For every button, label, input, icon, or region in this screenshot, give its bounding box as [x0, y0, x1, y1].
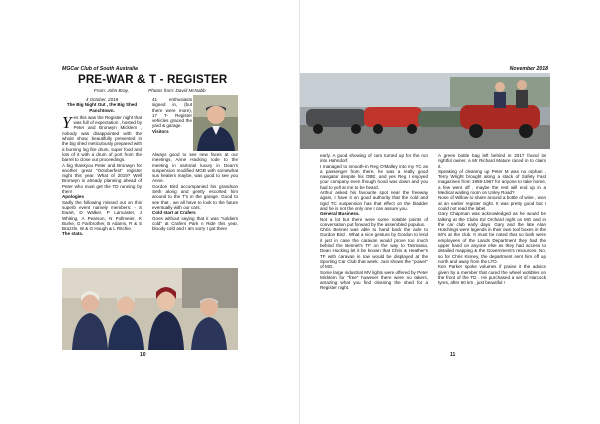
subtitle-1: The Big Night Out , the Big Shed [66, 102, 138, 108]
cold-start-paragraph: Goes without saying that it was "soldiers cold" at Crafers Park n Ride this year, bloody cold and I am sorry I got there [152, 215, 238, 232]
stats-heading: The stats. [62, 231, 84, 237]
p11-col2-paragraph-1: A green bottle bag left behind in 2017 found its rightful owner, a Mr Richard Mature raced in to claim it. [438, 153, 546, 169]
visitors-heading: Visitors [152, 128, 169, 134]
p11-col2-paragraph-5: Ken Parker spoke volumes if praise it the advice given by a member that cured the wheel wobbles on the front of the TD . He purchased a set of Harcock tyres, after 60 km , just beautiful ! [438, 264, 546, 286]
byline-author: From: John Bray, [94, 88, 129, 93]
subtitle-2: Panchtown. [89, 107, 115, 113]
group-photo [62, 268, 238, 350]
club-header: MGCar Club of South Australia [62, 66, 138, 72]
p11-col2-paragraph-3: Nose of Willow to share around a bottle of wine , won at an earlier register night. It was pretty good but I could not read the label. [438, 195, 546, 211]
date-line: 4 October, 2018 [85, 97, 119, 102]
issue-date: November 2018 [509, 66, 548, 72]
paragraph-2: A big thankyou Peter and Bronwyn for another great "Octoberfest" register night this year. What of 2019? Well Bronwyn is already planning ahead of Peter who must get the TD running by then! [62, 162, 142, 195]
apologies-heading: Apologies [62, 194, 84, 200]
page-number-right: 11 [450, 352, 456, 358]
portrait-photo [193, 95, 238, 151]
byline-photos: Photos from: David McNabb [148, 88, 206, 93]
visitors-paragraph: Always good to see new faces at our meetings, Anne Hacking rode to the meeting in sartorial luxury in Dean's suspension modified MGB with somewhat sus heaters maybe, was good to see you Anne. [152, 152, 238, 184]
intro-paragraph: Yes this was the Register night that was full of expectation , hosted by Peter and Bronwyn Micklem , nobody was disappointed with the whole show, beautifully presented in the big shed meticulously prepared with a burning log fire drum, super food and lots of it with a drum of port from the barrel to close out proceedings. [62, 112, 142, 163]
p11-col2-paragraph-4: Gary Chapman was acknowledged as he would be talking at the Clubs Ed Orchard night on MG and in the car club early days. Gary and the late Alan Hutchings were legends in their own tool boxes in the 60's at the club. It must be noted that so both were employees of the Lands Department they had the upper hand on anyone else as they had access to detailed mapping & the Government's resources. No. so for Chris Kinney, the department sent him off up north and away from the LTO. [438, 211, 546, 264]
byline [94, 88, 284, 93]
text-column-1 [62, 97, 142, 237]
page-11 [300, 0, 600, 424]
p11-paragraph-5: Some large industrial MV lights were offered by Peter Micklem for "free" however there were no takers, amazing what you find cleaning the shed for a Register night. [320, 269, 428, 291]
p11-paragraph-1: early. A good showing of cars turned up for the run into Hahndorf. [320, 153, 428, 164]
gordon-paragraph: Gordon Bird accompanied his grandson Seth along and gently escorted him around to the T's in the garage. Good to see that , we all have to look to the future eventually with our cars. [152, 183, 238, 210]
apologies-paragraph: Sadly the following missed out on this superb event namely members: - S Ewart, D Walker, P Lancaster, J Whiting, A Pearson, N Pollmeier, K Burke, G Fairbrother, B Adams, R & S Brazzle, W & G Hough & L Ritchie. [62, 199, 142, 232]
stats-paragraph: 41 enthusiasts signed in, (but there were more), 17 T- Register vehicles graced the yard & garage. [152, 97, 192, 129]
text-column-4 [438, 153, 546, 285]
general-business-paragraph: Not a lot but there were some notable points of conversation put forward by the assembled populus. [320, 216, 428, 227]
page-number-left: 10 [140, 352, 146, 358]
text-column-2b [152, 152, 238, 231]
p11-paragraph-3: Arthur asked his favourite spot near the freeway again, I have it on good authority that the cold and rigid TC suspension has that effect on the bladder and he is not the only one I can assure you. [320, 190, 428, 211]
general-business-heading: General Business. [320, 211, 360, 217]
cold-start-heading: Cold start at Crafers [152, 210, 196, 216]
cars-photo [300, 73, 550, 149]
drop-cap: Y [62, 112, 72, 132]
p11-paragraph-4: Chris Bennet was able to hand back the axle to Gordon Bird . What a nice gesture by Gordon to lend it just in case the caravan would prove too much behind the Bennet's TF on the way to Tasmania. Dean Hocking let it be known that Chris & Heather's TF with caravan in tow would be displayed at the Sporting Car Club that week. Just shows the "power" of MG. [320, 227, 428, 270]
p11-paragraph-2: I managed to smooth-in Reg O'Malley into my TC as a passenger from there, he was a really good navigator despite his OBE, and yes Reg I enjoyed your company even though hood was down and you had to yell at me to be heard. [320, 163, 428, 190]
p11-col2-paragraph-2: Speaking of cleaning up Peter M was no orphan , Terry Wright brought along a stack of Safety Fast magazines from 1959-1967 for anyone to take home, a few went off , maybe the rest will end up in a Medical waiting room on Unley Road? [438, 168, 546, 196]
text-column-3 [320, 153, 428, 291]
text-column-2a [152, 97, 192, 134]
article-title: PRE-WAR & T - REGISTER [78, 74, 228, 86]
